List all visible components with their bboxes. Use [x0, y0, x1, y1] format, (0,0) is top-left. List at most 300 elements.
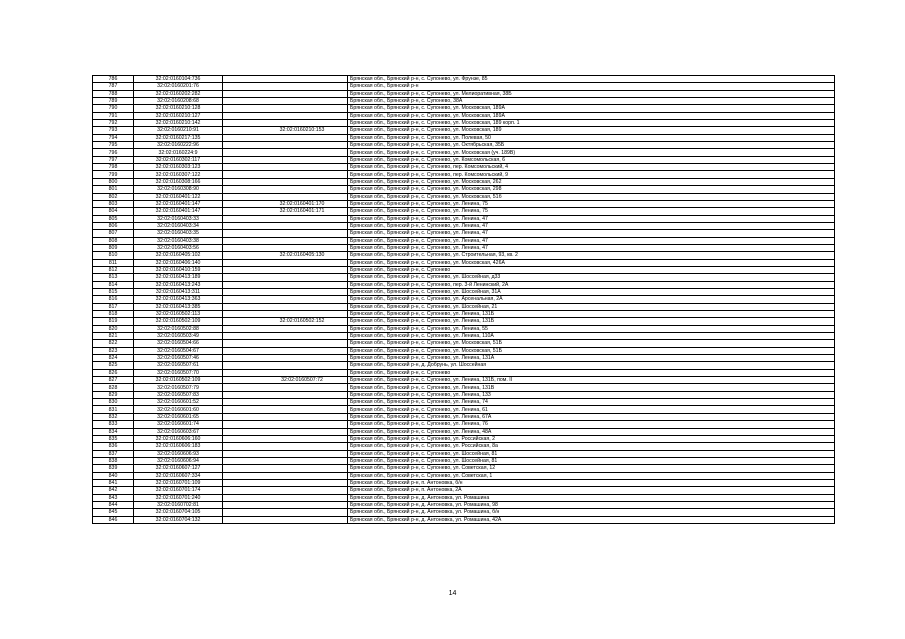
row-number-cell: 834	[93, 428, 134, 435]
cadastral-number-cell: 32:02:0160307:122	[134, 171, 223, 178]
table-row	[93, 186, 835, 193]
cadastral-number-cell: 32:02:0160401:122	[134, 193, 223, 200]
table-row	[93, 406, 835, 413]
cadastral-number-cell: 32:02:0160217:135	[134, 134, 223, 141]
secondary-cadastral-number-cell	[223, 465, 348, 472]
cadastral-number-cell: 32:02:0160403:38	[134, 237, 223, 244]
secondary-cadastral-number-cell: 32:02:0160210:153	[223, 127, 348, 134]
address-cell: Брянская обл., Брянский р-н, д. Добрунь, ул. Шоссейная	[348, 362, 835, 369]
row-number-cell: 806	[93, 222, 134, 229]
table-row	[93, 355, 835, 362]
address-cell: Брянская обл., Брянский р-н, с. Супонево, ул. Ленина, 74	[348, 399, 835, 406]
table-row	[93, 362, 835, 369]
table-row	[93, 230, 835, 237]
page-number: 14	[448, 590, 457, 597]
row-number-cell: 835	[93, 435, 134, 442]
row-number-cell: 786	[93, 76, 134, 83]
table-row	[93, 156, 835, 163]
row-number-cell: 811	[93, 259, 134, 266]
address-cell: Брянская обл., Брянский р-н, с. Супонево, ул. Московская, 189А	[348, 105, 835, 112]
row-number-cell: 804	[93, 208, 134, 215]
secondary-cadastral-number-cell	[223, 479, 348, 486]
secondary-cadastral-number-cell	[223, 274, 348, 281]
row-number-cell: 817	[93, 303, 134, 310]
secondary-cadastral-number-cell	[223, 178, 348, 185]
cadastral-number-cell: 32:02:0160702:81	[134, 501, 223, 508]
secondary-cadastral-number-cell	[223, 237, 348, 244]
row-number-cell: 827	[93, 377, 134, 384]
address-cell: Брянская обл., Брянский р-н, с. Супонево, ул. Ленина, 131Б	[348, 318, 835, 325]
secondary-cadastral-number-cell	[223, 171, 348, 178]
secondary-cadastral-number-cell	[223, 296, 348, 303]
secondary-cadastral-number-cell	[223, 215, 348, 222]
secondary-cadastral-number-cell	[223, 76, 348, 83]
row-number-cell: 843	[93, 494, 134, 501]
cadastral-number-cell: 32:02:0160410:159	[134, 266, 223, 273]
cadastral-number-cell: 32:02:0160413:189	[134, 274, 223, 281]
secondary-cadastral-number-cell	[223, 98, 348, 105]
cadastral-number-cell: 32:02:0160507:46	[134, 355, 223, 362]
secondary-cadastral-number-cell	[223, 142, 348, 149]
cadastral-number-cell: 32:02:0160502:88	[134, 325, 223, 332]
cadastral-number-cell: 32:02:0160606:183	[134, 443, 223, 450]
table-row	[93, 457, 835, 464]
row-number-cell: 839	[93, 465, 134, 472]
address-cell: Брянская обл., Брянский р-н, с. Супонево, ул. Шоссейная, д33	[348, 274, 835, 281]
secondary-cadastral-number-cell	[223, 413, 348, 420]
address-cell: Брянская обл., Брянский р-н, с. Супонево, ул. Шоссейная, 21	[348, 303, 835, 310]
row-number-cell: 798	[93, 164, 134, 171]
secondary-cadastral-number-cell	[223, 164, 348, 171]
address-cell: Брянская обл., Брянский р-н, с. Супонево, ул. Фрунзе, 85	[348, 76, 835, 83]
cadastral-number-cell: 32:02:0160210:91	[134, 127, 223, 134]
secondary-cadastral-number-cell	[223, 149, 348, 156]
address-cell: Брянская обл., Брянский р-н, с. Супонево, ул. Московская, 51б	[348, 193, 835, 200]
row-number-cell: 833	[93, 421, 134, 428]
cadastral-number-cell: 32:02:0160606:94	[134, 457, 223, 464]
address-cell: Брянская обл., Брянский р-н, с. Супонево, ул. Московская (уч. 189В)	[348, 149, 835, 156]
address-cell: Брянская обл., Брянский р-н, с. Супонево, пер. 3-й Ленинский, 2А	[348, 281, 835, 288]
address-cell: Брянская обл., Брянский р-н, с. Супонево, ул. Октябрьская, 35Б	[348, 142, 835, 149]
secondary-cadastral-number-cell	[223, 193, 348, 200]
table-row	[93, 105, 835, 112]
row-number-cell: 823	[93, 347, 134, 354]
table-row	[93, 215, 835, 222]
table-row	[93, 164, 835, 171]
secondary-cadastral-number-cell	[223, 516, 348, 523]
table-row	[93, 222, 835, 229]
cadastral-number-cell: 32:02:0160210:128	[134, 105, 223, 112]
cadastral-number-cell: 32:02:0160603:67	[134, 428, 223, 435]
table-row	[93, 494, 835, 501]
secondary-cadastral-number-cell	[223, 487, 348, 494]
secondary-cadastral-number-cell: 32:02:0160507:72	[223, 377, 348, 384]
cadastral-number-cell: 32:02:0160302:117	[134, 156, 223, 163]
address-cell: Брянская обл., Брянский р-н, с. Супонево, ул. Ленина, 48А	[348, 428, 835, 435]
row-number-cell: 810	[93, 252, 134, 259]
cadastral-number-cell: 32:02:0160104:736	[134, 76, 223, 83]
cadastral-number-cell: 32:02:0160403:56	[134, 244, 223, 251]
secondary-cadastral-number-cell	[223, 186, 348, 193]
table-row	[93, 399, 835, 406]
cadastral-number-cell: 32:02:0160607:127	[134, 465, 223, 472]
cadastral-number-cell: 32:02:0160403:35	[134, 230, 223, 237]
secondary-cadastral-number-cell	[223, 457, 348, 464]
secondary-cadastral-number-cell	[223, 384, 348, 391]
secondary-cadastral-number-cell	[223, 406, 348, 413]
secondary-cadastral-number-cell	[223, 421, 348, 428]
row-number-cell: 819	[93, 318, 134, 325]
cadastral-number-cell: 32:02:0160704:105	[134, 509, 223, 516]
row-number-cell: 840	[93, 472, 134, 479]
cadastral-number-cell: 32:02:0160504:66	[134, 340, 223, 347]
address-cell: Брянская обл., Брянский р-н, с. Супонево, ул. Московская, 426А	[348, 259, 835, 266]
table-row	[93, 288, 835, 295]
table-row	[93, 501, 835, 508]
table-row	[93, 127, 835, 134]
table-row	[93, 281, 835, 288]
cadastral-number-cell: 32:02:0160210:142	[134, 120, 223, 127]
address-cell: Брянская обл., Брянский р-н, с. Супонево, ул. Ленина, 67А	[348, 413, 835, 420]
secondary-cadastral-number-cell	[223, 230, 348, 237]
secondary-cadastral-number-cell: 32:02:0160405:130	[223, 252, 348, 259]
address-cell: Брянская обл., Брянский р-н, с. Супонево, ул. Ленина, 131Б, пом. II	[348, 377, 835, 384]
row-number-cell: 788	[93, 90, 134, 97]
cadastral-number-cell: 32:02:0160202:282	[134, 90, 223, 97]
table-row	[93, 171, 835, 178]
address-cell: Брянская обл., Брянский р-н, д. Антоновка, ул. Ромашина, 42А	[348, 516, 835, 523]
row-number-cell: 832	[93, 413, 134, 420]
cadastral-number-cell: 32:02:0160413:311	[134, 288, 223, 295]
address-cell: Брянская обл., Брянский р-н, с. Супонево, пер. Комсомольский, 4	[348, 164, 835, 171]
cadastral-number-cell: 32:02:0160403:34	[134, 222, 223, 229]
secondary-cadastral-number-cell: 32:02:0160401:171	[223, 208, 348, 215]
secondary-cadastral-number-cell	[223, 391, 348, 398]
address-cell: Брянская обл., Брянский р-н, с. Супонево, ул. Ленина, 131Б	[348, 311, 835, 318]
table-row	[93, 266, 835, 273]
secondary-cadastral-number-cell	[223, 428, 348, 435]
address-cell: Брянская обл., Брянский р-н, с. Супонево, ул. Российская, 2	[348, 435, 835, 442]
address-cell: Брянская обл., Брянский р-н, п. Антоновка, 2А	[348, 487, 835, 494]
address-cell: Брянская обл., Брянский р-н, с. Супонево, ул. Шоссейная, 81	[348, 450, 835, 457]
table-row	[93, 244, 835, 251]
table-row	[93, 377, 835, 384]
address-cell: Брянская обл., Брянский р-н, с. Супонево, ул. Ленина, 75	[348, 200, 835, 207]
address-cell: Брянская обл., Брянский р-н, с. Супонево, ул. Ленина, 61	[348, 406, 835, 413]
address-cell: Брянская обл., Брянский р-н, с. Супонево, ул. Московская, 51Б	[348, 347, 835, 354]
secondary-cadastral-number-cell: 32:02:0160502:152	[223, 318, 348, 325]
table-row	[93, 274, 835, 281]
table-row	[93, 465, 835, 472]
row-number-cell: 812	[93, 266, 134, 273]
cadastral-number-cell: 32:02:0160507:83	[134, 391, 223, 398]
cadastral-number-cell: 32:02:0160413:385	[134, 303, 223, 310]
secondary-cadastral-number-cell	[223, 494, 348, 501]
address-cell: Брянская обл., Брянский р-н, с. Супонево, ул. Ленина, 47	[348, 230, 835, 237]
cadastral-number-cell: 32:02:0160507:79	[134, 384, 223, 391]
table-row	[93, 347, 835, 354]
cadastral-number-cell: 32:02:0160413:243	[134, 281, 223, 288]
cadastral-number-cell: 32:02:0160210:127	[134, 112, 223, 119]
table-row	[93, 237, 835, 244]
cadastral-number-cell: 32:02:0160308:90	[134, 186, 223, 193]
row-number-cell: 813	[93, 274, 134, 281]
table-row	[93, 472, 835, 479]
table-row	[93, 443, 835, 450]
row-number-cell: 846	[93, 516, 134, 523]
table-row	[93, 178, 835, 185]
table-row	[93, 340, 835, 347]
secondary-cadastral-number-cell	[223, 333, 348, 340]
cadastral-number-cell: 32:02:0160606:160	[134, 435, 223, 442]
secondary-cadastral-number-cell	[223, 259, 348, 266]
cadastral-number-cell: 32:02:0160701:240	[134, 494, 223, 501]
row-number-cell: 807	[93, 230, 134, 237]
secondary-cadastral-number-cell	[223, 450, 348, 457]
table-row	[93, 200, 835, 207]
row-number-cell: 831	[93, 406, 134, 413]
secondary-cadastral-number-cell	[223, 105, 348, 112]
secondary-cadastral-number-cell	[223, 347, 348, 354]
cadastral-number-cell: 32:02:0160601:60	[134, 406, 223, 413]
address-cell: Брянская обл., Брянский р-н	[348, 83, 835, 90]
address-cell: Брянская обл., Брянский р-н, с. Супонево, ул. Московская, 189	[348, 127, 835, 134]
secondary-cadastral-number-cell	[223, 288, 348, 295]
row-number-cell: 844	[93, 501, 134, 508]
address-cell: Брянская обл., Брянский р-н, с. Супонево	[348, 369, 835, 376]
table-row	[93, 479, 835, 486]
table-row	[93, 303, 835, 310]
address-cell: Брянская обл., Брянский р-н, с. Супонево, ул. Московская, 51Б	[348, 340, 835, 347]
row-number-cell: 801	[93, 186, 134, 193]
cadastral-number-cell: 32:02:0160503:49	[134, 333, 223, 340]
cadastral-number-cell: 32:02:0160502:109	[134, 318, 223, 325]
table-row	[93, 90, 835, 97]
secondary-cadastral-number-cell	[223, 443, 348, 450]
row-number-cell: 829	[93, 391, 134, 398]
table-row	[93, 193, 835, 200]
cadastral-number-cell: 32:02:0160601:74	[134, 421, 223, 428]
cadastral-number-cell: 32:02:0160502:113	[134, 311, 223, 318]
address-cell: Брянская обл., Брянский р-н, с. Супонево, ул. Комсомольская, 6	[348, 156, 835, 163]
secondary-cadastral-number-cell	[223, 112, 348, 119]
secondary-cadastral-number-cell	[223, 325, 348, 332]
cadastral-number-cell: 32:02:0160401:147	[134, 208, 223, 215]
row-number-cell: 822	[93, 340, 134, 347]
cadastral-number-cell: 32:02:0160222:96	[134, 142, 223, 149]
row-number-cell: 818	[93, 311, 134, 318]
cadastral-number-cell: 32:02:0160401:147	[134, 200, 223, 207]
table-row	[93, 413, 835, 420]
address-cell: Брянская обл., Брянский р-н, с. Супонево, 38А	[348, 98, 835, 105]
row-number-cell: 800	[93, 178, 134, 185]
table-row	[93, 487, 835, 494]
row-number-cell: 825	[93, 362, 134, 369]
row-number-cell: 789	[93, 98, 134, 105]
row-number-cell: 830	[93, 399, 134, 406]
row-number-cell: 792	[93, 120, 134, 127]
address-cell: Брянская обл., Брянский р-н, с. Супонево, ул. Арсенальная, 2А	[348, 296, 835, 303]
address-cell: Брянская обл., Брянский р-н, с. Супонево, ул. Советская, 1	[348, 472, 835, 479]
cadastral-number-cell: 32:02:0160303:123	[134, 164, 223, 171]
cadastral-number-cell: 32:02:0160413:363	[134, 296, 223, 303]
address-cell: Брянская обл., Брянский р-н, с. Супонево, ул. Московская, 189 корп. 1	[348, 120, 835, 127]
secondary-cadastral-number-cell	[223, 156, 348, 163]
secondary-cadastral-number-cell	[223, 244, 348, 251]
address-cell: Брянская обл., Брянский р-н, с. Супонево, пер. Комсомольский, 9	[348, 171, 835, 178]
row-number-cell: 809	[93, 244, 134, 251]
address-cell: Брянская обл., Брянский р-н, с. Супонево, ул. Ленина, 131В	[348, 384, 835, 391]
address-cell: Брянская обл., Брянский р-н, с. Супонево	[348, 266, 835, 273]
row-number-cell: 820	[93, 325, 134, 332]
address-cell: Брянская обл., Брянский р-н, с. Супонево, ул. Московская, 262	[348, 178, 835, 185]
secondary-cadastral-number-cell	[223, 340, 348, 347]
address-cell: Брянская обл., Брянский р-н, с. Супонево, ул. Шоссейная, 31А	[348, 288, 835, 295]
secondary-cadastral-number-cell	[223, 83, 348, 90]
row-number-cell: 838	[93, 457, 134, 464]
secondary-cadastral-number-cell	[223, 222, 348, 229]
address-cell: Брянская обл., Брянский р-н, с. Супонево, ул. Московская, 298	[348, 186, 835, 193]
cadastral-number-cell: 32:02:0160601:52	[134, 399, 223, 406]
table-row	[93, 391, 835, 398]
row-number-cell: 828	[93, 384, 134, 391]
row-number-cell: 815	[93, 288, 134, 295]
table-row	[93, 435, 835, 442]
secondary-cadastral-number-cell	[223, 435, 348, 442]
secondary-cadastral-number-cell	[223, 399, 348, 406]
table-row	[93, 259, 835, 266]
secondary-cadastral-number-cell	[223, 281, 348, 288]
row-number-cell: 787	[93, 83, 134, 90]
table-row	[93, 76, 835, 83]
secondary-cadastral-number-cell	[223, 362, 348, 369]
row-number-cell: 795	[93, 142, 134, 149]
cadastral-number-cell: 32:02:0160606:93	[134, 450, 223, 457]
address-cell: Брянская обл., Брянский р-н, с. Супонево, ул. Шоссейная, 81	[348, 457, 835, 464]
table-row	[93, 120, 835, 127]
row-number-cell: 803	[93, 200, 134, 207]
address-cell: Брянская обл., Брянский р-н, с. Супонево, ул. Ленина, 131А	[348, 355, 835, 362]
table-row	[93, 149, 835, 156]
address-cell: Брянская обл., Брянский р-н, с. Супонево, ул. Строительная, 93, кв. 2	[348, 252, 835, 259]
row-number-cell: 799	[93, 171, 134, 178]
table-row	[93, 311, 835, 318]
row-number-cell: 791	[93, 112, 134, 119]
table-row	[93, 98, 835, 105]
address-cell: Брянская обл., Брянский р-н, с. Супонево, ул. Ленина, 133	[348, 391, 835, 398]
table-row	[93, 134, 835, 141]
table-row	[93, 509, 835, 516]
secondary-cadastral-number-cell	[223, 355, 348, 362]
secondary-cadastral-number-cell	[223, 303, 348, 310]
row-number-cell: 790	[93, 105, 134, 112]
address-cell: Брянская обл., Брянский р-н, с. Супонево, ул. Ленина, 76	[348, 421, 835, 428]
cadastral-number-cell: 32:02:0160504:67	[134, 347, 223, 354]
address-cell: Брянская обл., Брянский р-н, п. Антоновка, б/н	[348, 479, 835, 486]
cadastral-number-cell: 32:02:0160502:109	[134, 377, 223, 384]
address-cell: Брянская обл., Брянский р-н, с. Супонево, ул. Московская, 189А	[348, 112, 835, 119]
table-row	[93, 142, 835, 149]
row-number-cell: 805	[93, 215, 134, 222]
address-cell: Брянская обл., Брянский р-н, с. Супонево, ул. Ленина, 47	[348, 237, 835, 244]
secondary-cadastral-number-cell	[223, 472, 348, 479]
address-cell: Брянская обл., Брянский р-н, д. Антоновка, ул. Ромашина, 98	[348, 501, 835, 508]
cadastral-number-cell: 32:02:0160405:102	[134, 252, 223, 259]
secondary-cadastral-number-cell	[223, 266, 348, 273]
address-cell: Брянская обл., Брянский р-н, с. Супонево, ул. Мелиоративная, 38Б	[348, 90, 835, 97]
secondary-cadastral-number-cell	[223, 90, 348, 97]
address-cell: Брянская обл., Брянский р-н, с. Супонево, ул. Ленина, 110А	[348, 333, 835, 340]
cadastral-number-cell: 32:02:0160701:174	[134, 487, 223, 494]
row-number-cell: 814	[93, 281, 134, 288]
address-cell: Брянская обл., Брянский р-н, д. Антоновка, ул. Ромашина, б/н	[348, 509, 835, 516]
secondary-cadastral-number-cell	[223, 134, 348, 141]
table-row	[93, 421, 835, 428]
secondary-cadastral-number-cell: 32:02:0160401:170	[223, 200, 348, 207]
cadastral-number-cell: 32:02:0160607:334	[134, 472, 223, 479]
cadastral-number-cell: 32:02:0160507:70	[134, 369, 223, 376]
address-cell: Брянская обл., Брянский р-н, с. Супонево, ул. Ленина, 75	[348, 208, 835, 215]
row-number-cell: 824	[93, 355, 134, 362]
secondary-cadastral-number-cell	[223, 509, 348, 516]
parcel-table-body	[93, 76, 835, 524]
cadastral-number-cell: 32:02:0160507:61	[134, 362, 223, 369]
cadastral-number-cell: 32:02:0160308:166	[134, 178, 223, 185]
cadastral-number-cell: 32:02:0160208:68	[134, 98, 223, 105]
address-cell: Брянская обл., Брянский р-н, с. Супонево, ул. Ленина, 47	[348, 215, 835, 222]
row-number-cell: 841	[93, 479, 134, 486]
row-number-cell: 808	[93, 237, 134, 244]
secondary-cadastral-number-cell	[223, 120, 348, 127]
parcel-table	[92, 75, 835, 524]
table-row	[93, 384, 835, 391]
address-cell: Брянская обл., Брянский р-н, с. Супонево, ул. Ленина, 47	[348, 244, 835, 251]
secondary-cadastral-number-cell	[223, 311, 348, 318]
secondary-cadastral-number-cell	[223, 501, 348, 508]
table-row	[93, 208, 835, 215]
table-row	[93, 428, 835, 435]
address-cell: Брянская обл., Брянский р-н, с. Супонево, ул. Российская, 8а	[348, 443, 835, 450]
row-number-cell: 816	[93, 296, 134, 303]
cadastral-number-cell: 32:02:0160601:65	[134, 413, 223, 420]
address-cell: Брянская обл., Брянский р-н, д. Антоновка, ул. Ромашина	[348, 494, 835, 501]
table-row	[93, 450, 835, 457]
table-row	[93, 83, 835, 90]
table-row	[93, 318, 835, 325]
cadastral-number-cell: 32:02:0160403:33	[134, 215, 223, 222]
cadastral-number-cell: 32:02:0160406:140	[134, 259, 223, 266]
table-row	[93, 516, 835, 523]
table-row	[93, 369, 835, 376]
cadastral-number-cell: 32:02:0160201:76	[134, 83, 223, 90]
cadastral-number-cell: 32:02:0160224:9	[134, 149, 223, 156]
secondary-cadastral-number-cell	[223, 369, 348, 376]
row-number-cell: 802	[93, 193, 134, 200]
row-number-cell: 821	[93, 333, 134, 340]
row-number-cell: 845	[93, 509, 134, 516]
row-number-cell: 794	[93, 134, 134, 141]
cadastral-number-cell: 32:02:0160704:132	[134, 516, 223, 523]
table-row	[93, 333, 835, 340]
row-number-cell: 797	[93, 156, 134, 163]
table-row	[93, 325, 835, 332]
row-number-cell: 793	[93, 127, 134, 134]
address-cell: Брянская обл., Брянский р-н, с. Супонево, ул. Ленина, 47	[348, 222, 835, 229]
table-row	[93, 112, 835, 119]
table-row	[93, 296, 835, 303]
row-number-cell: 837	[93, 450, 134, 457]
row-number-cell: 836	[93, 443, 134, 450]
